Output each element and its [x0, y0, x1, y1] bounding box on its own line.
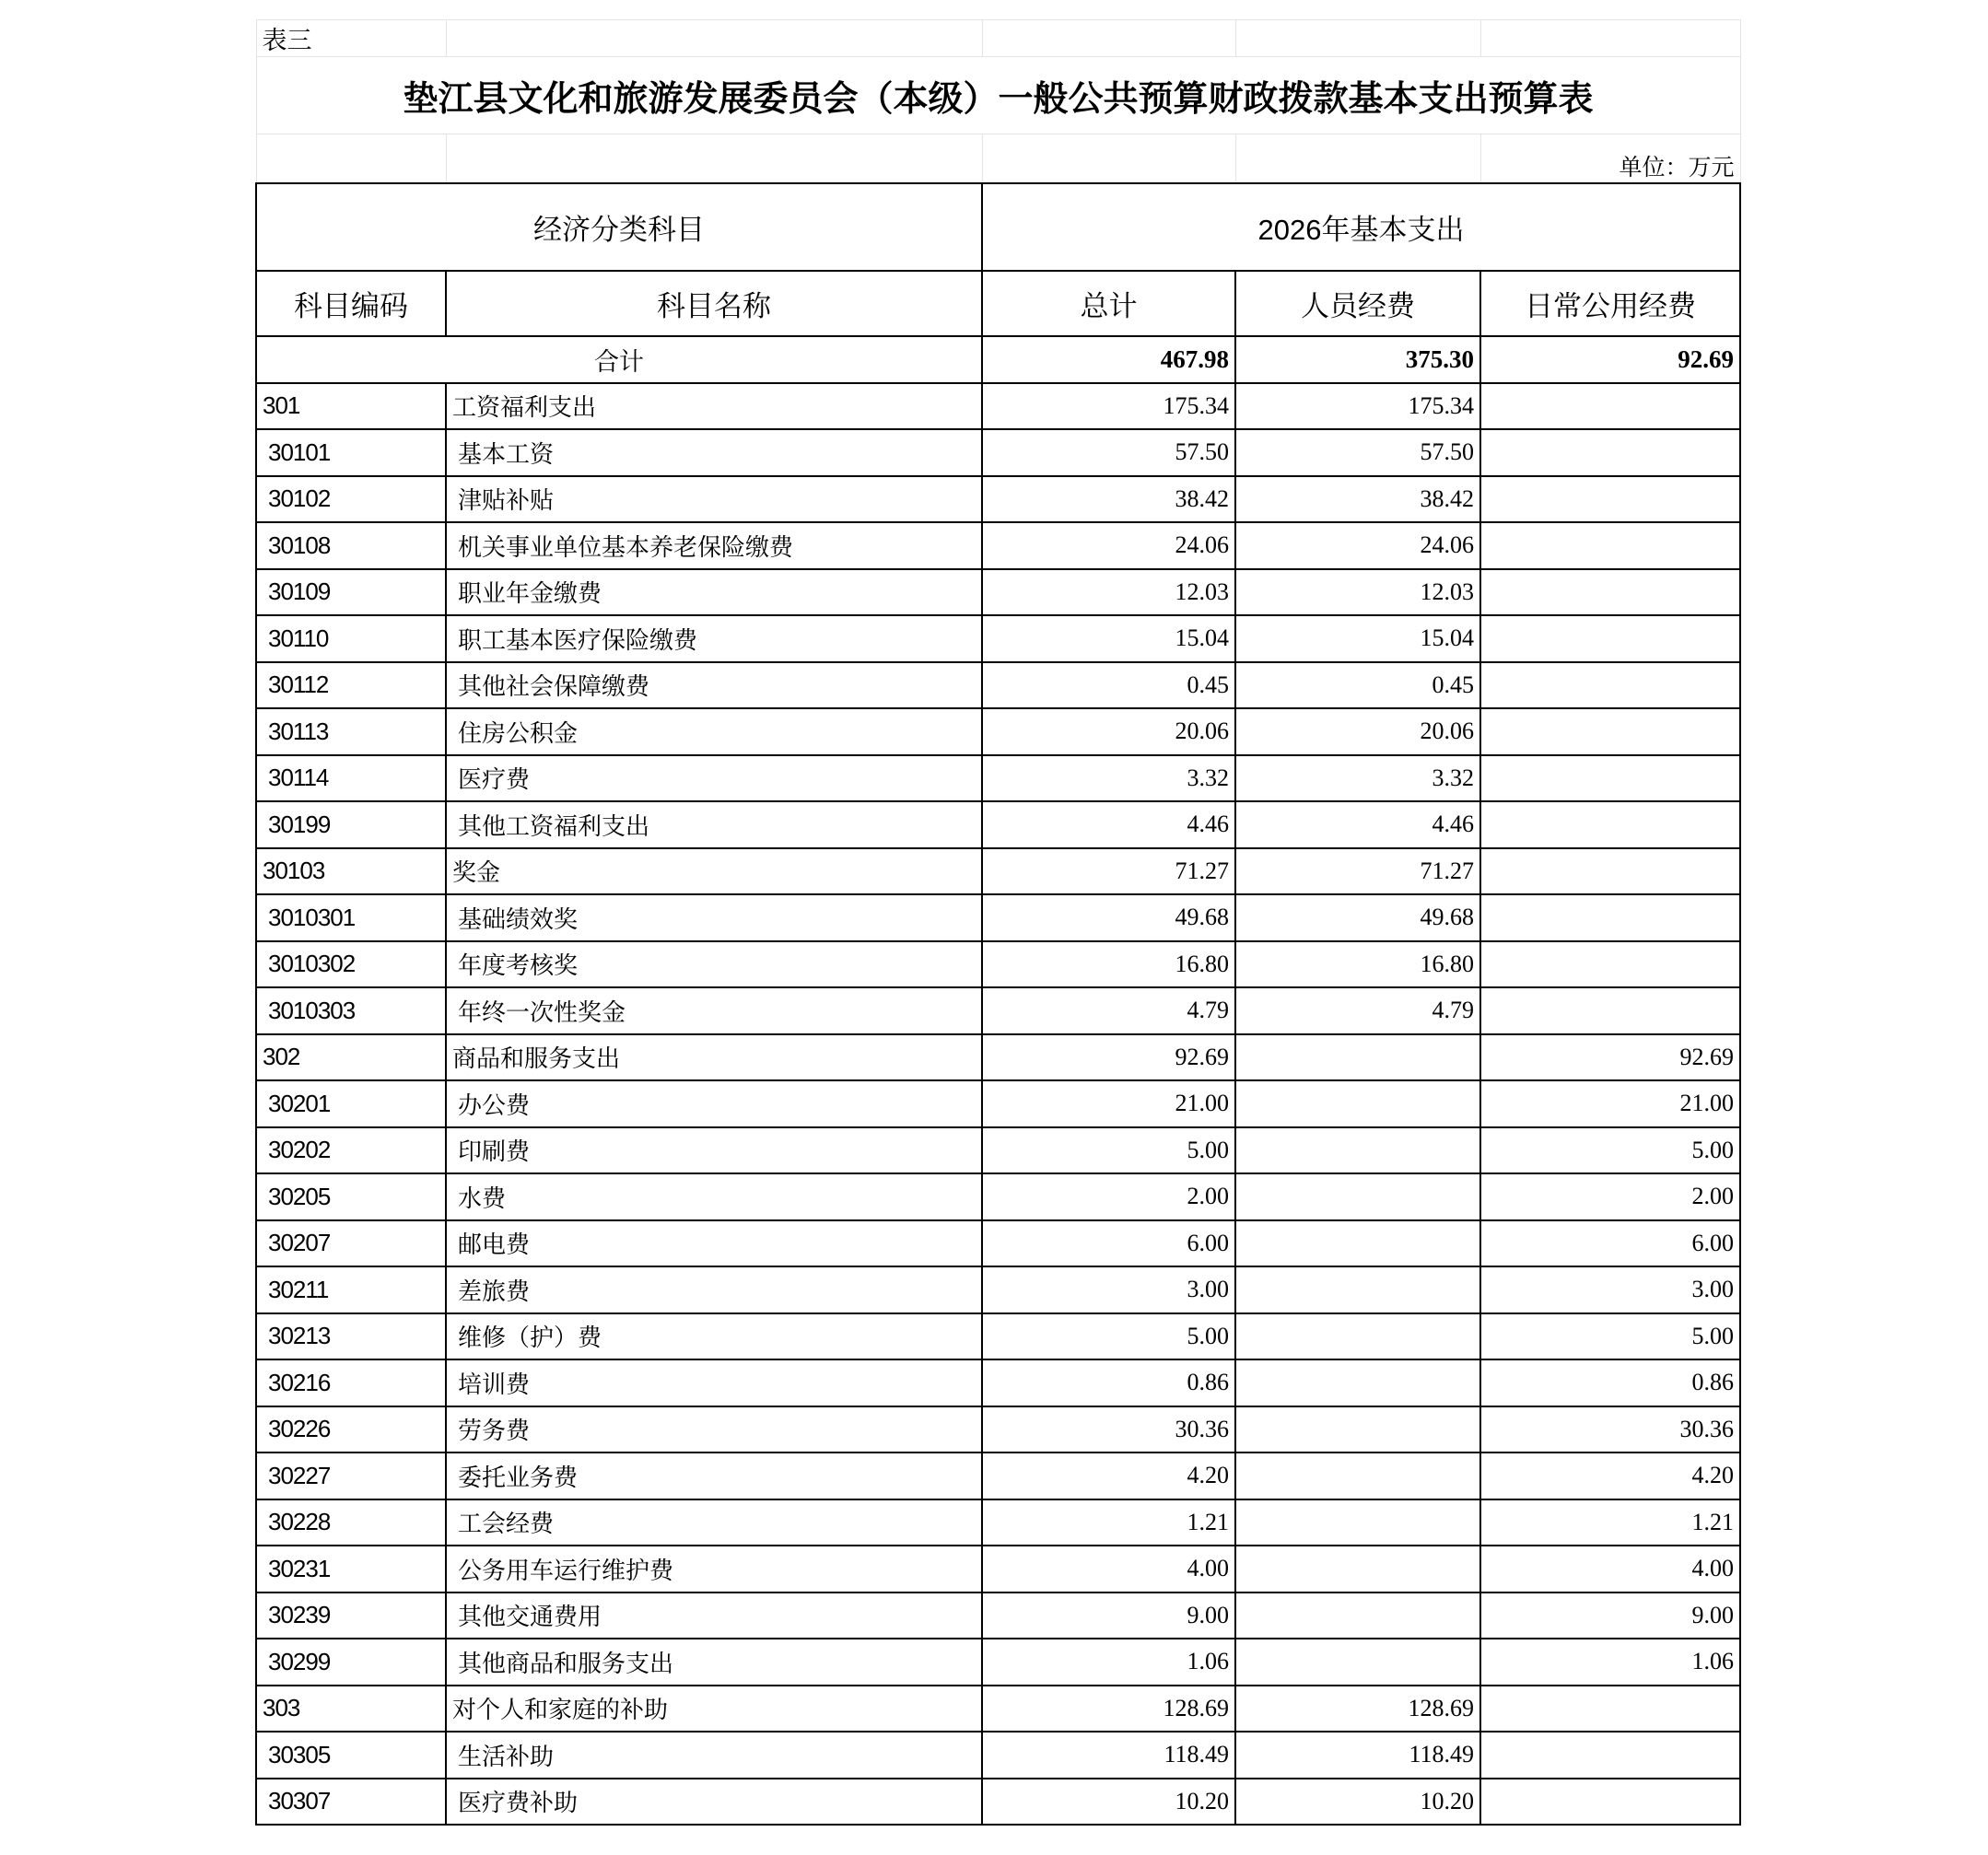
header-personnel: 人员经费 [1235, 271, 1480, 336]
table-row [256, 1080, 1740, 1127]
row-personnel [1235, 1220, 1480, 1267]
row-public: 2.00 [1480, 1173, 1740, 1220]
row-total: 49.68 [982, 894, 1235, 941]
row-name: 年终一次性奖金 [446, 987, 982, 1034]
row-personnel: 71.27 [1235, 848, 1480, 895]
header-basic-expenditure: 2026年基本支出 [982, 183, 1740, 271]
row-code: 30307 [256, 1779, 446, 1826]
table-row [256, 1452, 1740, 1499]
total-public: 92.69 [1480, 336, 1740, 383]
row-code: 303 [256, 1686, 446, 1732]
row-name: 办公费 [446, 1080, 982, 1127]
row-total: 118.49 [982, 1732, 1235, 1779]
row-public [1480, 708, 1740, 755]
row-public: 92.69 [1480, 1034, 1740, 1081]
row-public: 5.00 [1480, 1313, 1740, 1360]
title-row [256, 57, 1740, 134]
row-name: 津贴补贴 [446, 476, 982, 523]
row-public [1480, 429, 1740, 476]
row-name: 医疗费 [446, 755, 982, 802]
row-personnel: 20.06 [1235, 708, 1480, 755]
table-row [256, 987, 1740, 1034]
row-public: 1.21 [1480, 1499, 1740, 1546]
row-public: 6.00 [1480, 1220, 1740, 1267]
header-code: 科目编码 [256, 271, 446, 336]
table-row [256, 1639, 1740, 1686]
row-public: 30.36 [1480, 1406, 1740, 1453]
row-public [1480, 1779, 1740, 1826]
row-code: 30112 [256, 662, 446, 709]
row-name: 工资福利支出 [446, 383, 982, 430]
row-name: 基础绩效奖 [446, 894, 982, 941]
row-name: 职工基本医疗保险缴费 [446, 615, 982, 662]
row-personnel [1235, 1266, 1480, 1313]
row-personnel [1235, 1406, 1480, 1453]
row-public [1480, 801, 1740, 848]
row-name: 邮电费 [446, 1220, 982, 1267]
page-title: 垫江县文化和旅游发展委员会（本级）一般公共预算财政拨款基本支出预算表 [256, 57, 1740, 134]
row-public [1480, 987, 1740, 1034]
row-code: 30101 [256, 429, 446, 476]
row-total: 9.00 [982, 1592, 1235, 1639]
row-name: 水费 [446, 1173, 982, 1220]
table-row [256, 1686, 1740, 1732]
row-name: 工会经费 [446, 1499, 982, 1546]
row-name: 生活补助 [446, 1732, 982, 1779]
row-name: 其他交通费用 [446, 1592, 982, 1639]
row-total: 16.80 [982, 941, 1235, 988]
table-row [256, 476, 1740, 523]
row-code: 30231 [256, 1546, 446, 1592]
table-label: 表三 [256, 20, 446, 57]
budget-table [255, 19, 1741, 1826]
table-row [256, 1732, 1740, 1779]
row-personnel: 16.80 [1235, 941, 1480, 988]
row-public [1480, 894, 1740, 941]
table-row [256, 662, 1740, 709]
row-personnel [1235, 1173, 1480, 1220]
row-code: 3010303 [256, 987, 446, 1034]
row-code: 30113 [256, 708, 446, 755]
row-name: 差旅费 [446, 1266, 982, 1313]
row-public [1480, 662, 1740, 709]
row-total: 20.06 [982, 708, 1235, 755]
row-personnel [1235, 1080, 1480, 1127]
row-code: 302 [256, 1034, 446, 1081]
row-public: 4.00 [1480, 1546, 1740, 1592]
row-code: 30228 [256, 1499, 446, 1546]
table-row [256, 1499, 1740, 1546]
row-public [1480, 569, 1740, 616]
row-code: 30102 [256, 476, 446, 523]
row-personnel: 12.03 [1235, 569, 1480, 616]
row-public [1480, 476, 1740, 523]
row-name: 其他工资福利支出 [446, 801, 982, 848]
row-total: 128.69 [982, 1686, 1235, 1732]
row-name: 培训费 [446, 1359, 982, 1406]
row-total: 4.46 [982, 801, 1235, 848]
row-name: 医疗费补助 [446, 1779, 982, 1826]
row-public [1480, 522, 1740, 569]
row-personnel [1235, 1592, 1480, 1639]
row-code: 30205 [256, 1173, 446, 1220]
header-total: 总计 [982, 271, 1235, 336]
table-row [256, 755, 1740, 802]
row-code: 30114 [256, 755, 446, 802]
row-personnel: 24.06 [1235, 522, 1480, 569]
row-personnel [1235, 1127, 1480, 1174]
total-personnel: 375.30 [1235, 336, 1480, 383]
row-total: 3.00 [982, 1266, 1235, 1313]
row-public [1480, 941, 1740, 988]
row-name: 职业年金缴费 [446, 569, 982, 616]
row-personnel: 57.50 [1235, 429, 1480, 476]
row-total: 24.06 [982, 522, 1235, 569]
row-total: 4.20 [982, 1452, 1235, 1499]
row-public: 21.00 [1480, 1080, 1740, 1127]
row-total: 0.86 [982, 1359, 1235, 1406]
row-total: 15.04 [982, 615, 1235, 662]
table-label-row [256, 20, 1740, 57]
table-row [256, 894, 1740, 941]
row-personnel: 175.34 [1235, 383, 1480, 430]
row-public: 4.20 [1480, 1452, 1740, 1499]
row-personnel: 128.69 [1235, 1686, 1480, 1732]
row-total: 21.00 [982, 1080, 1235, 1127]
row-personnel: 49.68 [1235, 894, 1480, 941]
row-name: 奖金 [446, 848, 982, 895]
row-code: 30213 [256, 1313, 446, 1360]
row-code: 30110 [256, 615, 446, 662]
table-row [256, 522, 1740, 569]
table-row [256, 1220, 1740, 1267]
row-total: 92.69 [982, 1034, 1235, 1081]
row-personnel [1235, 1359, 1480, 1406]
row-personnel: 10.20 [1235, 1779, 1480, 1826]
unit-row [256, 134, 1740, 183]
row-name: 住房公积金 [446, 708, 982, 755]
row-total: 2.00 [982, 1173, 1235, 1220]
row-code: 301 [256, 383, 446, 430]
total-label: 合计 [256, 336, 982, 383]
row-name: 维修（护）费 [446, 1313, 982, 1360]
row-total: 3.32 [982, 755, 1235, 802]
header-public: 日常公用经费 [1480, 271, 1740, 336]
row-total: 38.42 [982, 476, 1235, 523]
row-total: 1.06 [982, 1639, 1235, 1686]
table-row [256, 1313, 1740, 1360]
row-code: 30299 [256, 1639, 446, 1686]
row-code: 30207 [256, 1220, 446, 1267]
row-total: 71.27 [982, 848, 1235, 895]
column-header-row [256, 271, 1740, 336]
row-personnel [1235, 1546, 1480, 1592]
row-personnel [1235, 1639, 1480, 1686]
table-row [256, 383, 1740, 430]
row-public [1480, 848, 1740, 895]
row-total: 6.00 [982, 1220, 1235, 1267]
row-code: 30227 [256, 1452, 446, 1499]
row-name: 对个人和家庭的补助 [446, 1686, 982, 1732]
row-public [1480, 1732, 1740, 1779]
row-code: 3010301 [256, 894, 446, 941]
row-total: 175.34 [982, 383, 1235, 430]
table-row [256, 1266, 1740, 1313]
row-personnel: 0.45 [1235, 662, 1480, 709]
row-public [1480, 1686, 1740, 1732]
row-total: 1.21 [982, 1499, 1235, 1546]
row-code: 30199 [256, 801, 446, 848]
row-total: 5.00 [982, 1127, 1235, 1174]
row-code: 30226 [256, 1406, 446, 1453]
table-row [256, 429, 1740, 476]
row-personnel [1235, 1499, 1480, 1546]
row-public: 3.00 [1480, 1266, 1740, 1313]
row-code: 30211 [256, 1266, 446, 1313]
table-row [256, 1406, 1740, 1453]
row-name: 劳务费 [446, 1406, 982, 1453]
row-name: 机关事业单位基本养老保险缴费 [446, 522, 982, 569]
row-name: 印刷费 [446, 1127, 982, 1174]
row-total: 4.79 [982, 987, 1235, 1034]
row-total: 57.50 [982, 429, 1235, 476]
row-name: 其他商品和服务支出 [446, 1639, 982, 1686]
table-row [256, 1034, 1740, 1081]
row-personnel [1235, 1034, 1480, 1081]
row-name: 年度考核奖 [446, 941, 982, 988]
row-code: 3010302 [256, 941, 446, 988]
row-code: 30201 [256, 1080, 446, 1127]
table-row [256, 848, 1740, 895]
row-personnel: 4.79 [1235, 987, 1480, 1034]
row-code: 30216 [256, 1359, 446, 1406]
table-row [256, 1546, 1740, 1592]
row-public [1480, 755, 1740, 802]
table-row [256, 708, 1740, 755]
row-name: 商品和服务支出 [446, 1034, 982, 1081]
row-total: 5.00 [982, 1313, 1235, 1360]
row-personnel [1235, 1313, 1480, 1360]
table-row [256, 941, 1740, 988]
row-personnel: 4.46 [1235, 801, 1480, 848]
table-row [256, 1592, 1740, 1639]
table-row [256, 1779, 1740, 1826]
row-public [1480, 383, 1740, 430]
row-personnel: 3.32 [1235, 755, 1480, 802]
total-total: 467.98 [982, 336, 1235, 383]
table-row [256, 1173, 1740, 1220]
row-personnel: 15.04 [1235, 615, 1480, 662]
row-total: 4.00 [982, 1546, 1235, 1592]
row-public: 5.00 [1480, 1127, 1740, 1174]
row-total: 10.20 [982, 1779, 1235, 1826]
group-header-row [256, 183, 1740, 271]
header-economic-classification: 经济分类科目 [256, 183, 982, 271]
table-row [256, 569, 1740, 616]
table-row [256, 801, 1740, 848]
row-name: 公务用车运行维护费 [446, 1546, 982, 1592]
row-personnel: 118.49 [1235, 1732, 1480, 1779]
table-row [256, 615, 1740, 662]
total-row [256, 336, 1740, 383]
row-code: 30305 [256, 1732, 446, 1779]
row-public: 0.86 [1480, 1359, 1740, 1406]
table-row [256, 1127, 1740, 1174]
row-code: 30108 [256, 522, 446, 569]
row-public [1480, 615, 1740, 662]
row-total: 12.03 [982, 569, 1235, 616]
header-name: 科目名称 [446, 271, 982, 336]
row-code: 30109 [256, 569, 446, 616]
row-name: 基本工资 [446, 429, 982, 476]
unit-label: 单位：万元 [1480, 134, 1740, 183]
row-total: 30.36 [982, 1406, 1235, 1453]
table-row [256, 1359, 1740, 1406]
row-code: 30239 [256, 1592, 446, 1639]
row-total: 0.45 [982, 662, 1235, 709]
row-code: 30202 [256, 1127, 446, 1174]
row-public: 9.00 [1480, 1592, 1740, 1639]
row-personnel [1235, 1452, 1480, 1499]
row-name: 委托业务费 [446, 1452, 982, 1499]
row-public: 1.06 [1480, 1639, 1740, 1686]
row-name: 其他社会保障缴费 [446, 662, 982, 709]
row-code: 30103 [256, 848, 446, 895]
row-personnel: 38.42 [1235, 476, 1480, 523]
